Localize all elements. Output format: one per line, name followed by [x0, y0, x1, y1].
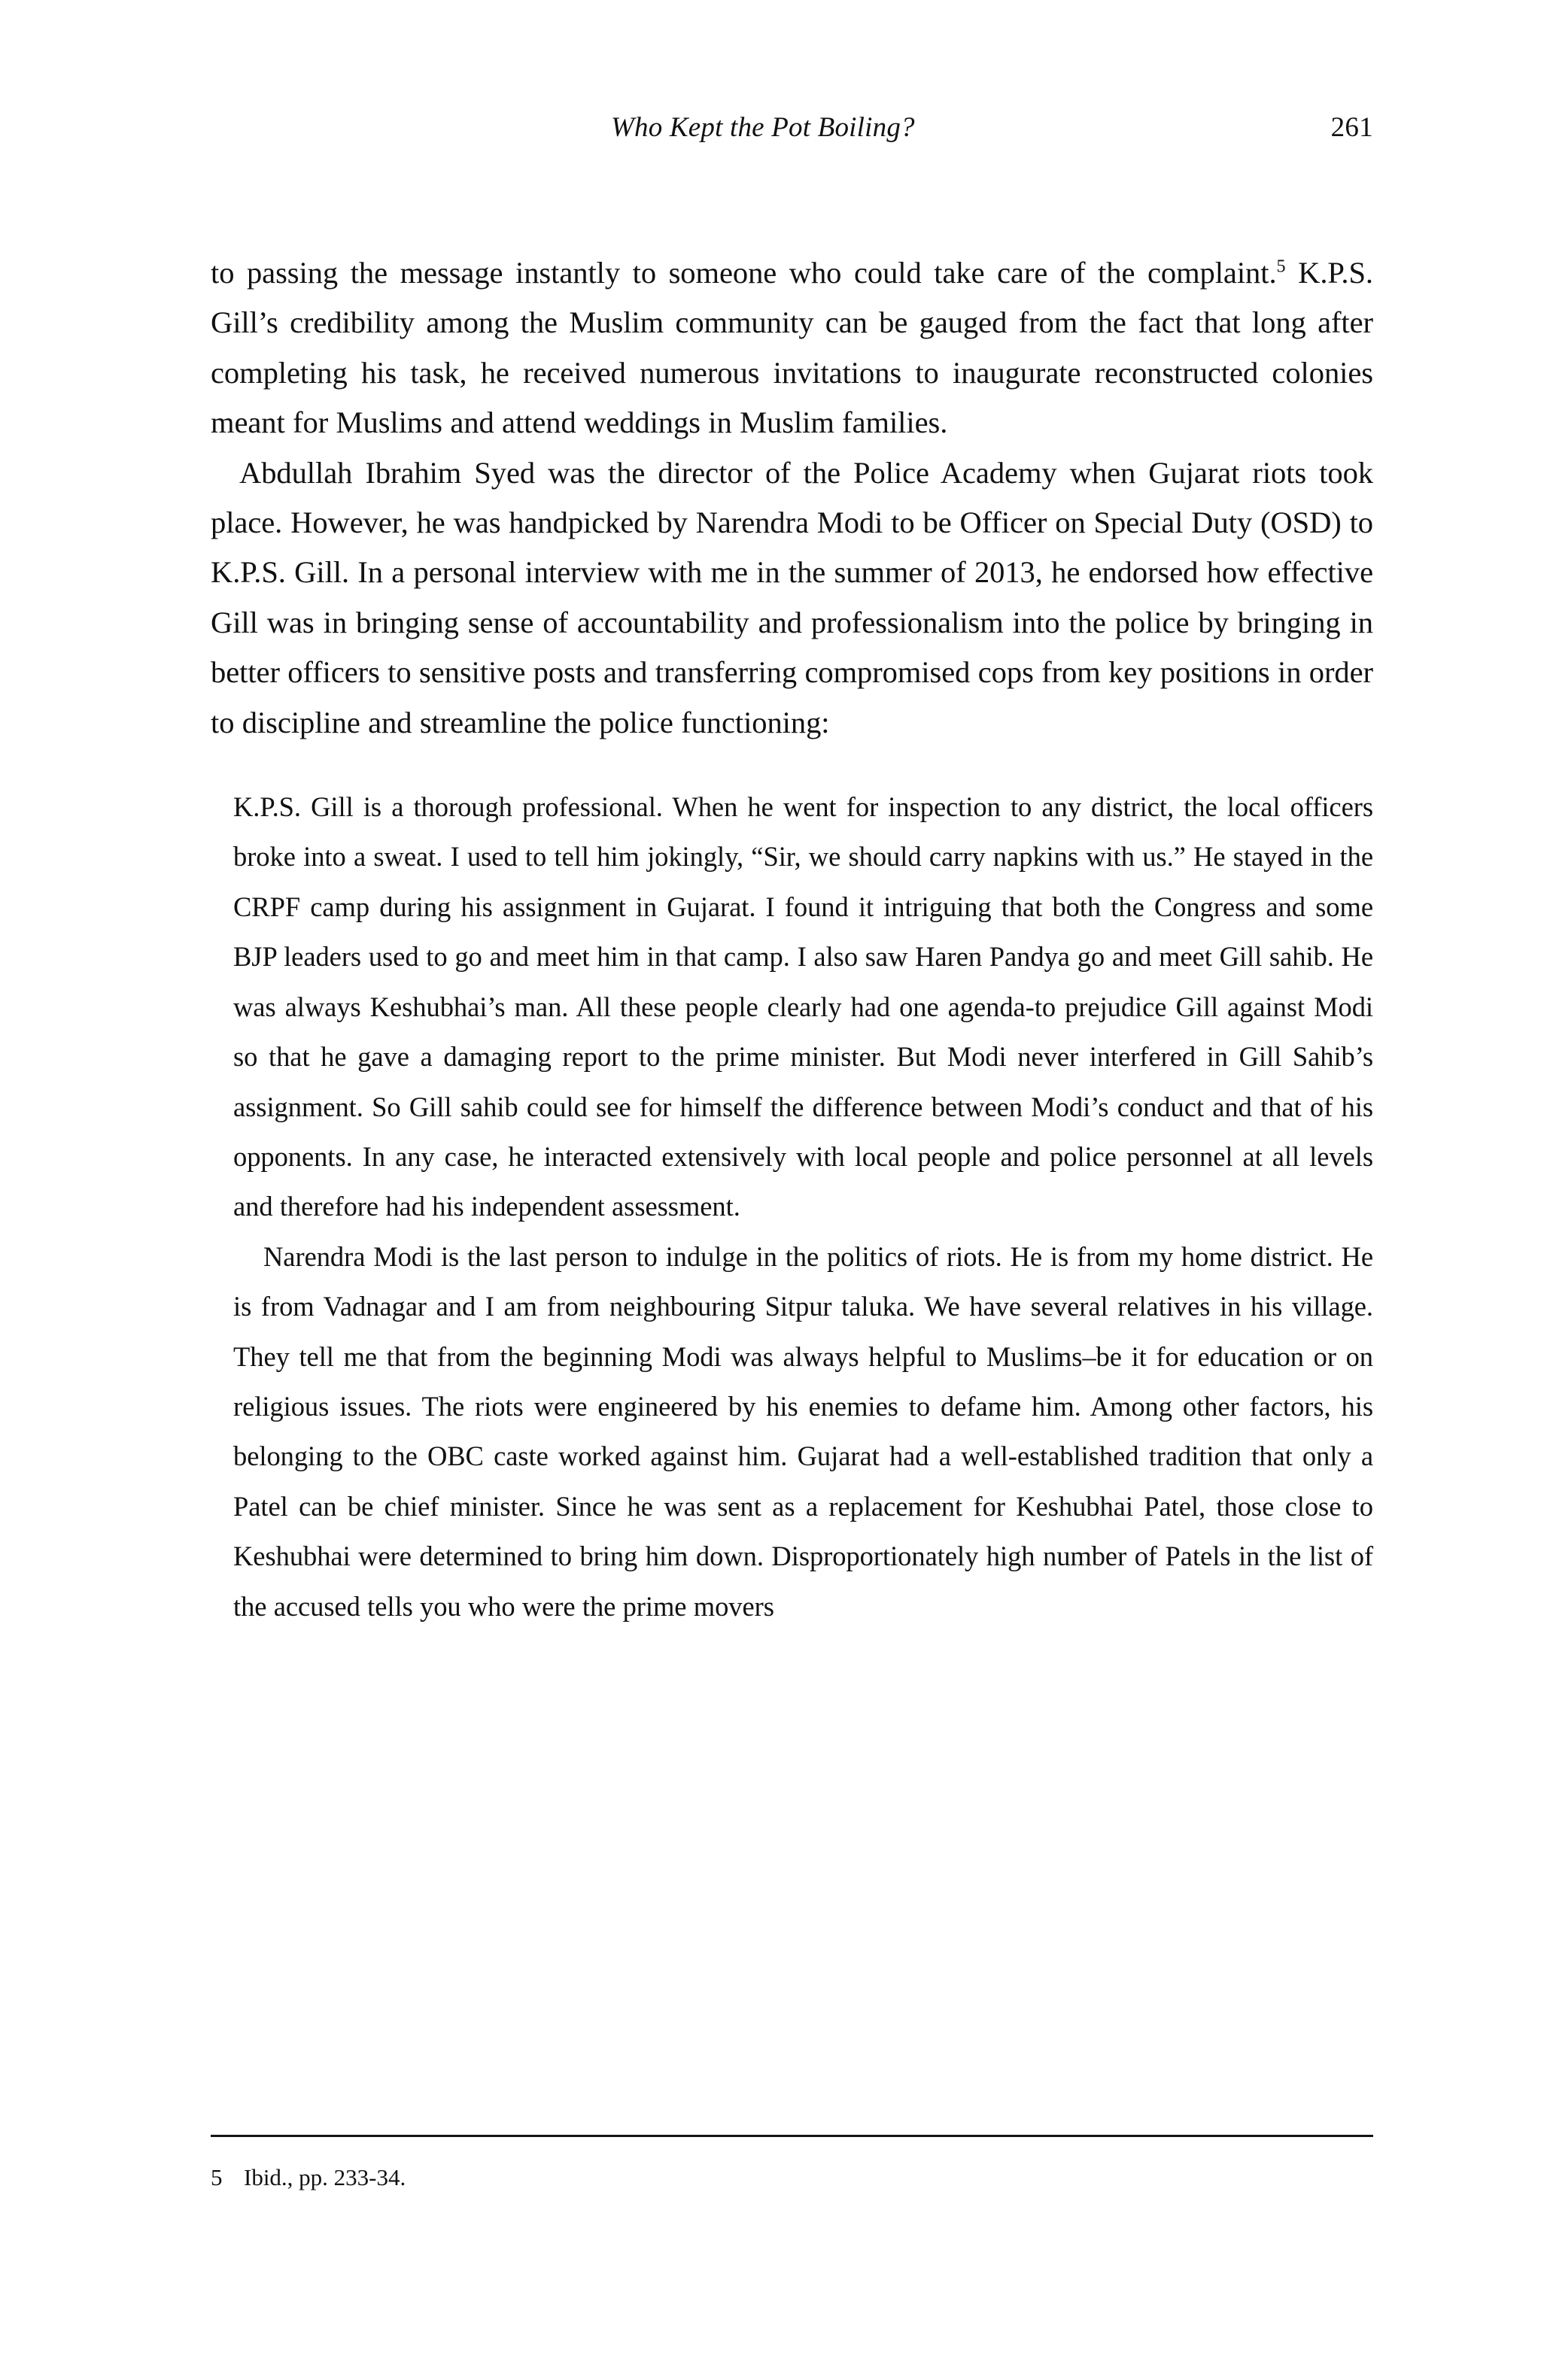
body-paragraph-1-text-a: to passing the message instantly to someone who could take care of the complaint. — [211, 256, 1277, 290]
running-head-title: Who Kept the Pot Boiling? — [611, 112, 915, 143]
text-column — [211, 248, 1373, 1644]
footnote-reference-5[interactable]: 5 — [1276, 257, 1286, 277]
page-number: 261 — [1330, 112, 1373, 143]
body-paragraph-2: Abdullah Ibrahim Syed was the director of the Police Academy when Gujarat riots took place. However, he was handpicked by Narendra Modi to be Officer on Special Duty (OSD) to K.P.S. Gill. In a personal interview with me in the summer of 2013, he endorsed how effective Gill was in bringing sense of accountability and professionalism into the police by bringing in better officers to sensitive posts and transferring compromised cops from key positions in order to discipline and streamline the police functioning: — [211, 455, 1373, 739]
footnote-area — [211, 2135, 1373, 2194]
footnote-number: 5 — [211, 2164, 223, 2190]
footnote-separator-rule — [211, 2135, 1373, 2137]
body-paragraph-1-text-b: K.P.S. Gill’s credibility among the Muslim community can be gauged from the fact that long after completing his task, he received numerous invitations to inaugurate reconstructed colonies meant for Muslims and attend weddings in Muslim families. — [211, 256, 1373, 440]
block-quote-extract — [233, 782, 1373, 1632]
extract-paragraph-2: Narendra Modi is the last person to indulge in the politics of riots. He is from my home district. He is from Vadnagar and I am from neighbouring Sitpur taluka. We have several relatives in his village. They tell me that from the beginning Modi was always helpful to Muslims–be it for education or on religious issues. The riots were engineered by his enemies to defame him. Among other factors, his belonging to the OBC caste worked against him. Gujarat had a well-established tradition that only a Patel can be chief minister. Since he was sent as a replacement for Keshubhai Patel, those close to Keshubhai were determined to bring him down. Disproportionately high number of Patels in the list of the accused tells you who were the prime movers — [233, 1240, 1373, 1622]
footnote-text: Ibid., pp. 233-34. — [244, 2164, 406, 2190]
body-paragraph-1 — [211, 248, 1373, 448]
footnote-item — [211, 2161, 1373, 2194]
running-header — [211, 111, 1373, 150]
extract-paragraph-1: K.P.S. Gill is a thorough professional. When he went for inspection to any district, the local officers broke into a sweat. I used to tell him jokingly, “Sir, we should carry napkins with us.” He stayed in the CRPF camp during his assignment in Gujarat. I found it intriguing that both the Congress and some BJP leaders used to go and meet him in that camp. I also saw Haren Pandya go and meet Gill sahib. He was always Keshubhai’s man. All these people clearly had one agenda-to prejudice Gill against Modi so that he gave a damaging report to the prime minister. But Modi never interfered in Gill Sahib’s assignment. So Gill sahib could see for himself the difference between Modi’s conduct and that of his opponents. In any case, he interacted extensively with local people and police personnel at all levels and therefore had his independent assessment. — [233, 791, 1373, 1222]
